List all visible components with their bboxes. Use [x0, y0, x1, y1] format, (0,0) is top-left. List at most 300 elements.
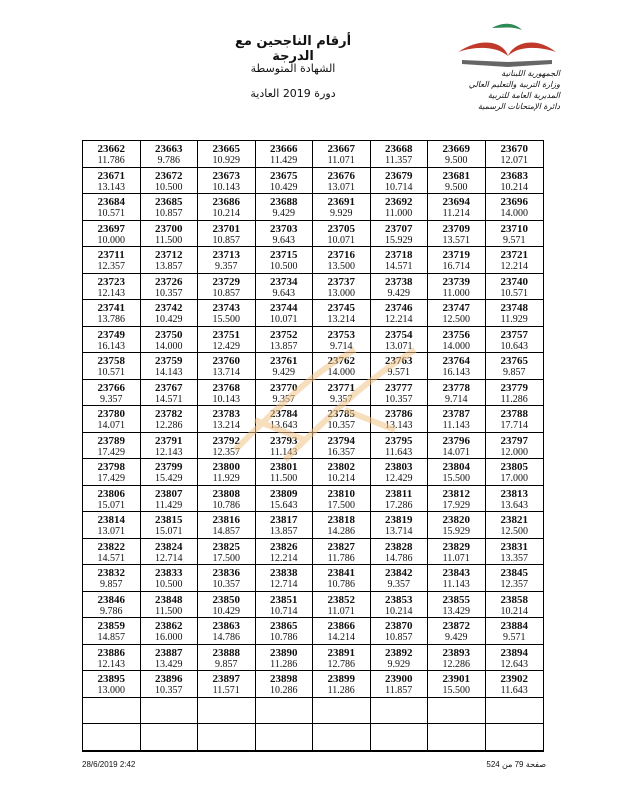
candidate-number: 23671 — [97, 169, 125, 182]
result-cell — [198, 221, 256, 248]
candidate-grade: 10.214 — [500, 181, 528, 193]
result-cell — [486, 724, 544, 751]
candidate-number: 23824 — [155, 540, 183, 553]
candidate-grade: 15.500 — [212, 314, 240, 326]
candidate-number: 23893 — [442, 646, 470, 659]
candidate-grade: 11.500 — [155, 234, 183, 246]
result-cell — [371, 486, 429, 513]
result-cell — [313, 618, 371, 645]
result-cell — [428, 168, 486, 195]
result-cell — [198, 486, 256, 513]
result-cell — [83, 618, 141, 645]
candidate-number: 23822 — [97, 540, 125, 553]
candidate-grade: 14.786 — [385, 552, 413, 564]
candidate-number: 23865 — [270, 620, 298, 633]
candidate-number: 23746 — [385, 302, 413, 315]
result-cell — [313, 141, 371, 168]
candidate-grade: 13.071 — [327, 181, 355, 193]
candidate-grade: 11.000 — [442, 287, 470, 299]
candidate-number: 23815 — [155, 514, 183, 527]
result-cell — [371, 618, 429, 645]
result-cell — [256, 698, 314, 725]
candidate-grade: 13.857 — [155, 261, 183, 273]
candidate-grade: 16.357 — [327, 446, 355, 458]
result-cell — [313, 380, 371, 407]
candidate-number: 23805 — [500, 461, 528, 474]
candidate-grade: 13.857 — [270, 526, 298, 538]
result-cell — [256, 459, 314, 486]
candidate-grade: 9.857 — [503, 367, 526, 379]
result-cell — [256, 274, 314, 301]
candidate-number: 23740 — [500, 275, 528, 288]
candidate-grade: 11.071 — [327, 155, 355, 166]
candidate-grade: 10.214 — [385, 605, 413, 617]
candidate-number: 23812 — [442, 487, 470, 500]
result-cell — [486, 618, 544, 645]
candidate-number: 23866 — [327, 620, 355, 633]
candidate-number: 23820 — [442, 514, 470, 527]
candidate-number: 23707 — [385, 222, 413, 235]
candidate-grade: 17.714 — [500, 420, 528, 432]
candidate-number: 23700 — [155, 222, 183, 235]
candidate-number: 23759 — [155, 355, 183, 368]
candidate-grade: 12.714 — [155, 552, 183, 564]
result-cell — [428, 592, 486, 619]
candidate-number: 23694 — [442, 196, 470, 209]
candidate-number: 23846 — [97, 593, 125, 606]
candidate-grade: 13.714 — [385, 526, 413, 538]
result-cell — [83, 539, 141, 566]
candidate-grade: 13.071 — [97, 526, 125, 538]
candidate-number: 23808 — [212, 487, 240, 500]
candidate-number: 23802 — [327, 461, 355, 474]
candidate-grade: 14.071 — [442, 446, 470, 458]
certificate-subtitle: الشهادة المتوسطة — [250, 62, 336, 75]
session-label: دورة 2019 العادية — [250, 87, 336, 100]
candidate-number: 23788 — [500, 408, 528, 421]
candidate-number: 23741 — [97, 302, 125, 315]
candidate-number: 23762 — [327, 355, 355, 368]
candidate-grade: 17.500 — [212, 552, 240, 564]
result-cell — [83, 459, 141, 486]
candidate-number: 23747 — [442, 302, 470, 315]
candidate-grade: 14.000 — [327, 367, 355, 379]
result-cell — [256, 168, 314, 195]
result-cell — [83, 671, 141, 698]
candidate-number: 23807 — [155, 487, 183, 500]
candidate-grade: 12.357 — [500, 579, 528, 591]
candidate-number: 23902 — [500, 673, 528, 686]
candidate-grade: 9.500 — [445, 181, 468, 193]
result-cell — [428, 512, 486, 539]
candidate-number: 23859 — [97, 620, 125, 633]
result-cell — [198, 724, 256, 751]
result-cell — [313, 565, 371, 592]
candidate-grade: 17.429 — [97, 473, 125, 485]
candidate-number: 23756 — [442, 328, 470, 341]
candidate-number: 23892 — [385, 646, 413, 659]
result-cell — [371, 539, 429, 566]
candidate-number: 23742 — [155, 302, 183, 315]
result-cell — [486, 698, 544, 725]
result-cell — [371, 327, 429, 354]
candidate-number: 23672 — [155, 169, 183, 182]
candidate-number: 23777 — [385, 381, 413, 394]
result-cell — [486, 380, 544, 407]
candidate-grade: 12.500 — [442, 314, 470, 326]
result-cell — [141, 380, 199, 407]
candidate-number: 23750 — [155, 328, 183, 341]
results-table — [82, 140, 544, 752]
candidate-number: 23896 — [155, 673, 183, 686]
candidate-number: 23753 — [327, 328, 355, 341]
candidate-grade: 12.714 — [270, 579, 298, 591]
result-cell — [198, 433, 256, 460]
result-cell — [83, 406, 141, 433]
result-cell — [428, 327, 486, 354]
candidate-number: 23744 — [270, 302, 298, 315]
candidate-grade: 11.786 — [327, 552, 355, 564]
candidate-grade: 9.357 — [330, 393, 353, 405]
result-cell — [83, 300, 141, 327]
candidate-number: 23726 — [155, 275, 183, 288]
candidate-grade: 10.000 — [97, 234, 125, 246]
candidate-grade: 13.214 — [212, 420, 240, 432]
result-cell — [198, 168, 256, 195]
candidate-grade: 10.071 — [270, 314, 298, 326]
result-cell — [256, 486, 314, 513]
candidate-number: 23716 — [327, 249, 355, 262]
result-cell — [371, 353, 429, 380]
candidate-number: 23743 — [212, 302, 240, 315]
candidate-grade: 13.429 — [442, 605, 470, 617]
candidate-number: 23858 — [500, 593, 528, 606]
result-cell — [428, 645, 486, 672]
result-cell — [198, 539, 256, 566]
candidate-grade: 9.857 — [215, 658, 238, 670]
result-cell — [198, 194, 256, 221]
candidate-number: 23696 — [500, 196, 528, 209]
candidate-grade: 14.571 — [97, 552, 125, 564]
candidate-number: 23894 — [500, 646, 528, 659]
candidate-number: 23901 — [442, 673, 470, 686]
candidate-grade: 15.500 — [442, 685, 470, 697]
result-cell — [141, 274, 199, 301]
candidate-grade: 15.929 — [442, 526, 470, 538]
candidate-grade: 11.357 — [385, 155, 413, 166]
result-cell — [256, 380, 314, 407]
logo-right-wing — [508, 42, 556, 56]
candidate-grade: 10.143 — [212, 393, 240, 405]
result-cell — [198, 353, 256, 380]
candidate-number: 23899 — [327, 673, 355, 686]
candidate-number: 23870 — [385, 620, 413, 633]
result-cell — [198, 247, 256, 274]
candidate-grade: 10.429 — [155, 314, 183, 326]
result-cell — [371, 671, 429, 698]
candidate-number: 23712 — [155, 249, 183, 262]
result-cell — [198, 565, 256, 592]
candidate-grade: 16.714 — [442, 261, 470, 273]
result-cell — [313, 724, 371, 751]
result-cell — [141, 459, 199, 486]
result-cell — [371, 380, 429, 407]
result-cell — [256, 141, 314, 168]
candidate-grade: 15.071 — [155, 526, 183, 538]
candidate-number: 23798 — [97, 461, 125, 474]
org-directorate: المديرية العامة للتربية — [487, 91, 560, 100]
result-cell — [428, 539, 486, 566]
result-cell — [83, 380, 141, 407]
result-cell — [486, 141, 544, 168]
result-cell — [371, 698, 429, 725]
candidate-grade: 13.643 — [500, 499, 528, 511]
result-cell — [371, 300, 429, 327]
candidate-grade: 13.143 — [97, 181, 125, 193]
result-cell — [486, 459, 544, 486]
result-cell — [486, 194, 544, 221]
candidate-grade: 13.429 — [155, 658, 183, 670]
candidate-grade: 15.429 — [155, 473, 183, 485]
candidate-number: 23872 — [442, 620, 470, 633]
candidate-grade: 11.000 — [385, 208, 413, 220]
candidate-number: 23895 — [97, 673, 125, 686]
result-cell — [83, 565, 141, 592]
candidate-grade: 9.357 — [272, 393, 295, 405]
result-cell — [198, 459, 256, 486]
candidate-grade: 11.429 — [270, 155, 298, 166]
candidate-number: 23863 — [212, 620, 240, 633]
result-cell — [141, 698, 199, 725]
candidate-number: 23826 — [270, 540, 298, 553]
candidate-grade: 11.071 — [442, 552, 470, 564]
candidate-number: 23779 — [500, 381, 528, 394]
result-cell — [141, 353, 199, 380]
candidate-number: 23794 — [327, 434, 355, 447]
result-cell — [428, 247, 486, 274]
candidate-number: 23669 — [442, 143, 470, 155]
candidate-grade: 14.571 — [155, 393, 183, 405]
result-cell — [486, 539, 544, 566]
result-cell — [141, 221, 199, 248]
candidate-number: 23754 — [385, 328, 413, 341]
result-cell — [141, 327, 199, 354]
candidate-grade: 12.357 — [97, 261, 125, 273]
result-cell — [256, 433, 314, 460]
candidate-grade: 9.500 — [445, 155, 468, 166]
result-cell — [83, 247, 141, 274]
result-cell — [83, 512, 141, 539]
result-cell — [428, 618, 486, 645]
candidate-grade: 10.500 — [270, 261, 298, 273]
candidate-number: 23713 — [212, 249, 240, 262]
candidate-number: 23752 — [270, 328, 298, 341]
candidate-grade: 17.929 — [442, 499, 470, 511]
candidate-grade: 10.571 — [97, 367, 125, 379]
result-cell — [256, 406, 314, 433]
candidate-number: 23675 — [270, 169, 298, 182]
candidate-grade: 10.357 — [385, 393, 413, 405]
candidate-grade: 11.214 — [442, 208, 470, 220]
result-cell — [83, 645, 141, 672]
result-cell — [198, 327, 256, 354]
candidate-number: 23884 — [500, 620, 528, 633]
candidate-number: 23719 — [442, 249, 470, 262]
candidate-number: 23793 — [270, 434, 298, 447]
candidate-number: 23814 — [97, 514, 125, 527]
candidate-grade: 11.286 — [270, 658, 298, 670]
result-cell — [486, 353, 544, 380]
candidate-number: 23785 — [327, 408, 355, 421]
result-cell — [428, 274, 486, 301]
candidate-grade: 17.500 — [327, 499, 355, 511]
candidate-grade: 16.143 — [442, 367, 470, 379]
result-cell — [371, 565, 429, 592]
candidate-grade: 13.571 — [442, 234, 470, 246]
candidate-grade: 11.071 — [327, 605, 355, 617]
candidate-number: 23663 — [155, 143, 183, 155]
candidate-grade: 9.786 — [157, 155, 180, 166]
candidate-grade: 10.214 — [500, 605, 528, 617]
candidate-number: 23833 — [155, 567, 183, 580]
candidate-number: 23665 — [212, 143, 240, 155]
result-cell — [371, 168, 429, 195]
candidate-grade: 10.857 — [155, 208, 183, 220]
result-cell — [371, 221, 429, 248]
candidate-number: 23819 — [385, 514, 413, 527]
candidate-grade: 9.429 — [272, 208, 295, 220]
result-cell — [83, 724, 141, 751]
candidate-grade: 10.429 — [212, 605, 240, 617]
candidate-grade: 10.786 — [270, 632, 298, 644]
org-ministry: وزارة التربية والتعليم العالي — [468, 80, 560, 89]
result-cell — [141, 433, 199, 460]
candidate-grade: 11.571 — [212, 685, 240, 697]
candidate-grade: 12.143 — [97, 287, 125, 299]
candidate-grade: 11.643 — [385, 446, 413, 458]
candidate-number: 23890 — [270, 646, 298, 659]
result-cell — [141, 592, 199, 619]
candidate-grade: 12.357 — [212, 446, 240, 458]
candidate-grade: 10.857 — [212, 287, 240, 299]
result-cell — [428, 300, 486, 327]
candidate-number: 23738 — [385, 275, 413, 288]
candidate-number: 23862 — [155, 620, 183, 633]
result-cell — [198, 141, 256, 168]
result-cell — [313, 592, 371, 619]
print-datetime: 28/6/2019 2:42 — [82, 760, 136, 769]
result-cell — [313, 433, 371, 460]
candidate-grade: 11.929 — [500, 314, 528, 326]
candidate-grade: 14.071 — [97, 420, 125, 432]
result-cell — [198, 698, 256, 725]
candidate-grade: 12.214 — [270, 552, 298, 564]
result-cell — [486, 406, 544, 433]
candidate-number: 23770 — [270, 381, 298, 394]
candidate-grade: 12.214 — [500, 261, 528, 273]
result-cell — [486, 168, 544, 195]
result-cell — [141, 512, 199, 539]
result-cell — [428, 353, 486, 380]
candidate-number: 23757 — [500, 328, 528, 341]
candidate-grade: 9.643 — [272, 287, 295, 299]
candidate-number: 23685 — [155, 196, 183, 209]
result-cell — [486, 247, 544, 274]
candidate-number: 23763 — [385, 355, 413, 368]
candidate-number: 23721 — [500, 249, 528, 262]
candidate-number: 23832 — [97, 567, 125, 580]
page-title: أرقام الناجحين مع الدرجة — [234, 34, 352, 64]
candidate-grade: 12.286 — [155, 420, 183, 432]
candidate-grade: 12.214 — [385, 314, 413, 326]
candidate-number: 23809 — [270, 487, 298, 500]
candidate-grade: 9.571 — [387, 367, 410, 379]
result-cell — [256, 221, 314, 248]
candidate-number: 23825 — [212, 540, 240, 553]
candidate-number: 23797 — [500, 434, 528, 447]
candidate-grade: 11.929 — [212, 473, 240, 485]
result-cell — [486, 565, 544, 592]
candidate-number: 23886 — [97, 646, 125, 659]
candidate-number: 23662 — [97, 143, 125, 155]
candidate-grade: 10.929 — [212, 155, 240, 166]
candidate-number: 23715 — [270, 249, 298, 262]
candidate-number: 23888 — [212, 646, 240, 659]
candidate-number: 23816 — [212, 514, 240, 527]
candidate-number: 23729 — [212, 275, 240, 288]
candidate-grade: 12.500 — [500, 526, 528, 538]
candidate-grade: 10.857 — [212, 234, 240, 246]
candidate-number: 23666 — [270, 143, 298, 155]
candidate-grade: 9.786 — [100, 605, 123, 617]
result-cell — [313, 698, 371, 725]
candidate-number: 23786 — [385, 408, 413, 421]
ministry-logo-icon — [452, 22, 560, 72]
candidate-number: 23751 — [212, 328, 240, 341]
result-cell — [83, 486, 141, 513]
candidate-number: 23734 — [270, 275, 298, 288]
result-cell — [83, 592, 141, 619]
candidate-number: 23760 — [212, 355, 240, 368]
candidate-number: 23718 — [385, 249, 413, 262]
org-republic: الجمهورية اللبنانية — [501, 69, 560, 78]
result-cell — [371, 141, 429, 168]
candidate-grade: 9.429 — [272, 367, 295, 379]
candidate-number: 23845 — [500, 567, 528, 580]
candidate-grade: 12.000 — [500, 446, 528, 458]
candidate-grade: 17.286 — [385, 499, 413, 511]
result-cell — [428, 698, 486, 725]
result-cell — [486, 512, 544, 539]
result-cell — [256, 592, 314, 619]
candidate-grade: 10.714 — [385, 181, 413, 193]
result-cell — [83, 168, 141, 195]
result-cell — [486, 300, 544, 327]
result-cell — [256, 565, 314, 592]
candidate-grade: 11.286 — [327, 685, 355, 697]
result-cell — [313, 671, 371, 698]
result-cell — [313, 221, 371, 248]
candidate-grade: 14.000 — [155, 340, 183, 352]
candidate-grade: 9.643 — [272, 234, 295, 246]
candidate-grade: 9.571 — [503, 632, 526, 644]
candidate-number: 23705 — [327, 222, 355, 235]
candidate-number: 23900 — [385, 673, 413, 686]
candidate-number: 23897 — [212, 673, 240, 686]
candidate-number: 23768 — [212, 381, 240, 394]
candidate-grade: 11.643 — [500, 685, 528, 697]
candidate-number: 23681 — [442, 169, 470, 182]
